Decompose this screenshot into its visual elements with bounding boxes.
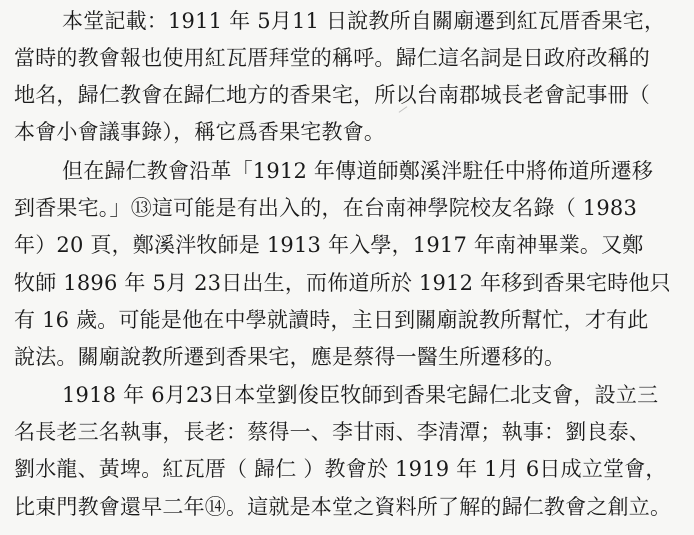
text-line-11: 1918 年 6月23日本堂劉俊臣牧師到香果宅歸仁北支會，設立三 [62, 383, 659, 407]
text-line-5: 但在歸仁教會沿革「1912 年傳道師鄭溪泮駐任中將佈道所遷移 [62, 159, 654, 183]
text-line-13: 劉水龍、黃埤。紅瓦厝（ 歸仁 ）教會於 1919 年 1月 6日成立堂會， [14, 457, 667, 481]
text-line-4: 本會小會議事錄），稱它爲香果宅教會。 [14, 120, 386, 144]
text-line-6: 到香果宅。」⑬這可能是有出入的，在台南神學院校友名錄（ 1983 [14, 196, 638, 220]
text-line-7: 年）20 頁，鄭溪泮牧師是 1913 年入學，1917 年南神畢業。又鄭 [14, 233, 644, 257]
text-line-9: 有 16 歲。可能是他在中學就讀時，主日到關廟說教所幫忙，才有此 [14, 308, 649, 332]
text-line-3: 地名，歸仁教會在歸仁地方的香果宅，所以台南郡城長老會記事冊（ [14, 83, 650, 107]
text-line-10: 說法。關廟說教所遷到香果宅，應是蔡得一醫生所遷移的。 [14, 345, 566, 369]
text-line-12: 名長老三名執事，長老：蔡得一、李甘雨、李清潭；執事：劉良泰、 [14, 420, 650, 444]
text-line-8: 牧師 1896 年 5月 23日出生，而佈道所於 1912 年移到香果宅時他只 [14, 271, 671, 295]
text-line-1: 本堂記載：1911 年 5月11 日說教所自關廟遷到紅瓦厝香果宅， [62, 9, 666, 33]
text-line-2: 當時的教會報也使用紅瓦厝拜堂的稱呼。歸仁這名詞是日政府改稱的 [14, 46, 650, 70]
text-line-14: 比東門教會還早二年⑭。這就是本堂之資料所了解的歸仁教會之創立。 [14, 495, 672, 519]
